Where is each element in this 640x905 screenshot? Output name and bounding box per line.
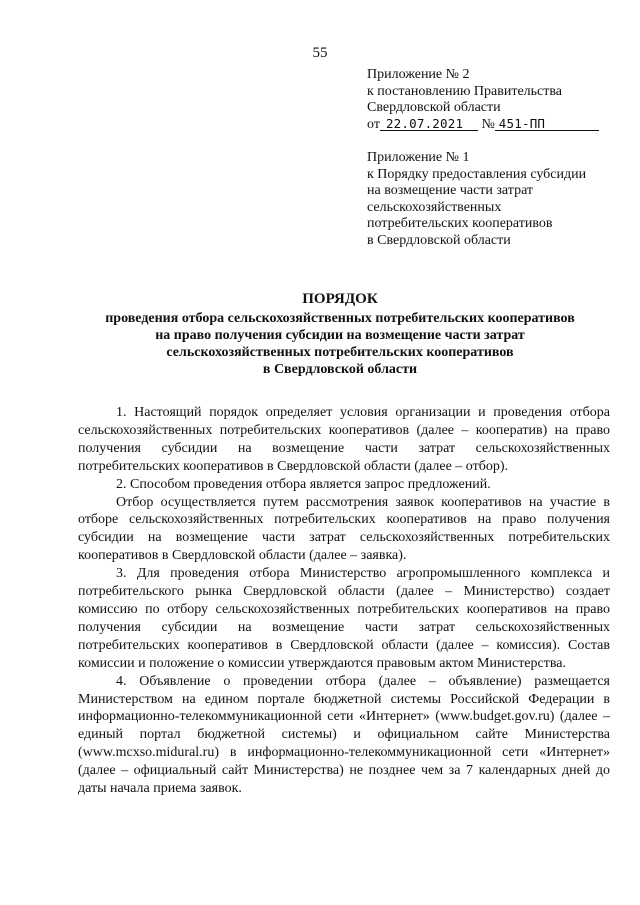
- from-label: от: [367, 116, 380, 132]
- appendix-2-line1: Приложение № 2: [367, 67, 470, 82]
- title-line4: в Свердловской области: [262, 362, 418, 377]
- number-label: №: [481, 116, 495, 132]
- appendix-1-line4: сельскохозяйственных: [367, 199, 502, 215]
- appendix-1-header: [367, 150, 629, 250]
- appendix-2-line3: Свердловской области: [367, 100, 501, 116]
- appendix-2-header: [367, 67, 599, 133]
- resolution-date: 22.07.2021: [380, 117, 478, 131]
- document-body: [78, 404, 610, 798]
- appendix-1-line5: потребительских кооперативов: [367, 216, 553, 232]
- paragraph-3: Отбор осуществляется путем рассмотрения заявок кооперативов на участие в отборе сельскохозяйственных потребительских кооперативов на право получения субсидии на возмещение части затрат сельскохозяйственных потребительских кооперативов в Свердловской области (далее – заявка).: [78, 494, 610, 564]
- appendix-1-line2: к Порядку предоставления субсидии: [367, 166, 587, 182]
- appendix-1-line1: Приложение № 1: [367, 150, 470, 165]
- paragraph-5: 4. Объявление о проведении отбора (далее – объявление) размещается Министерством на едином портале бюджетной системы Российской Федерации в информационно-телекоммуникационной сети «Интернет» (www.budget.gov.ru) (далее – единый портал бюджетной системы) и официальном сайте Министерства (www.mcxso.midural.ru) в информационно-телекоммуникационной сети «Интернет» (далее – официальный сайт Министерства) не позднее чем за 7 календарных дней до даты начала приема заявок.: [78, 673, 610, 797]
- document-title: [70, 290, 610, 378]
- resolution-date-number-line: [367, 117, 599, 134]
- appendix-2-line2: к постановлению Правительства: [367, 83, 563, 99]
- page-number: 55: [312, 45, 328, 61]
- paragraph-1: 1. Настоящий порядок определяет условия организации и проведения отбора сельскохозяйственных потребительских кооперативов (далее – кооператив) на право получения субсидии на возмещение части затрат сельскохозяйственных потребительских кооперативов в Свердловской области (далее – отбор).: [78, 405, 610, 474]
- paragraph-2: 2. Способом проведения отбора является запрос предложений.: [116, 476, 491, 492]
- appendix-1-line6: в Свердловской области: [367, 232, 511, 248]
- title-line1: проведения отбора сельскохозяйственных потребительских кооперативов: [105, 311, 575, 326]
- title-line3: сельскохозяйственных потребительских кооперативов: [166, 345, 514, 360]
- paragraph-4: 3. Для проведения отбора Министерство агропромышленного комплекса и потребительского рынка Свердловской области (далее – Министерство) создает комиссию по отбору сельскохозяйственных потребительских кооперативов на право получения субсидии на возмещение части затрат сельскохозяйственных потребительских кооперативов в Свердловской области (далее – комиссия). Состав комиссии и положение о комиссии утверждаются правовым актом Министерства.: [78, 566, 610, 671]
- resolution-number: 451-ПП: [495, 117, 599, 131]
- title-line2: на право получения субсидии на возмещение части затрат: [155, 328, 525, 343]
- title-main: ПОРЯДОК: [302, 291, 378, 307]
- appendix-1-line3: на возмещение части затрат: [367, 183, 534, 199]
